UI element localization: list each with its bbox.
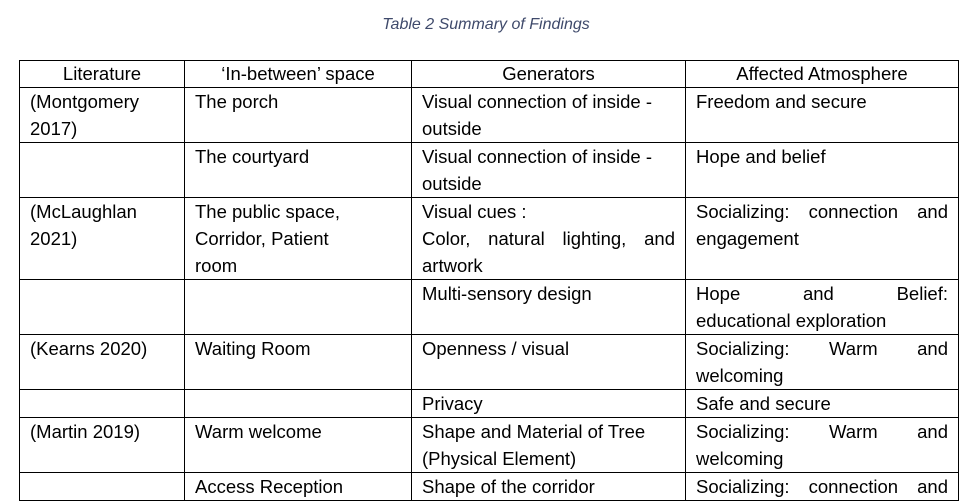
cell-generators: Visual connection of inside - outside: [412, 88, 686, 143]
cell-space: The public space, Corridor, Patient room: [185, 198, 412, 280]
cell-atmosphere: Safe and secure: [686, 390, 959, 418]
cell-generators: Privacy: [412, 390, 686, 418]
table-row: [20, 473, 959, 501]
cell-literature: [20, 280, 185, 335]
table-row: [20, 143, 959, 198]
cell-space: The porch: [185, 88, 412, 143]
cell-literature: (Montgomery 2017): [20, 88, 185, 143]
cell-literature: (Martin 2019): [20, 418, 185, 473]
cell-literature: (Kearns 2020): [20, 335, 185, 390]
table-row: [20, 280, 959, 335]
cell-atmosphere: Hope and Belief: educational exploration: [686, 280, 959, 335]
cell-atmosphere: Socializing: Warm and welcoming: [686, 335, 959, 390]
table-row: [20, 418, 959, 473]
cell-generators: Shape and Material of Tree (Physical Element): [412, 418, 686, 473]
cell-atmosphere: Socializing: connection and engagement: [686, 198, 959, 280]
cell-space: [185, 280, 412, 335]
cell-space: Access Reception: [185, 473, 412, 501]
cell-generators: Visual connection of inside - outside: [412, 143, 686, 198]
cell-atmosphere: Socializing: Warm and welcoming: [686, 418, 959, 473]
cell-space: [185, 390, 412, 418]
table-row: [20, 88, 959, 143]
header-generators: Generators: [412, 61, 686, 88]
findings-table: [19, 60, 959, 501]
table-caption: Table 2 Summary of Findings: [382, 16, 590, 33]
cell-atmosphere: Freedom and secure: [686, 88, 959, 143]
header-affected-atmosphere: Affected Atmosphere: [686, 61, 959, 88]
cell-generators: Openness / visual: [412, 335, 686, 390]
header-literature: Literature: [20, 61, 185, 88]
cell-space: Warm welcome: [185, 418, 412, 473]
table-row: [20, 390, 959, 418]
cell-literature: [20, 390, 185, 418]
table-row: [20, 198, 959, 280]
cell-atmosphere: Socializing: connection and: [686, 473, 959, 501]
header-in-between-space: ‘In-between’ space: [185, 61, 412, 88]
table-header-row: [20, 61, 959, 88]
cell-generators: Visual cues : Color, natural lighting, and artwork: [412, 198, 686, 280]
cell-literature: [20, 143, 185, 198]
cell-atmosphere: Hope and belief: [686, 143, 959, 198]
cell-literature: (McLaughlan 2021): [20, 198, 185, 280]
cell-generators: Multi-sensory design: [412, 280, 686, 335]
cell-generators: Shape of the corridor: [412, 473, 686, 501]
cell-literature: [20, 473, 185, 501]
table-row: [20, 335, 959, 390]
cell-space: The courtyard: [185, 143, 412, 198]
cell-space: Waiting Room: [185, 335, 412, 390]
